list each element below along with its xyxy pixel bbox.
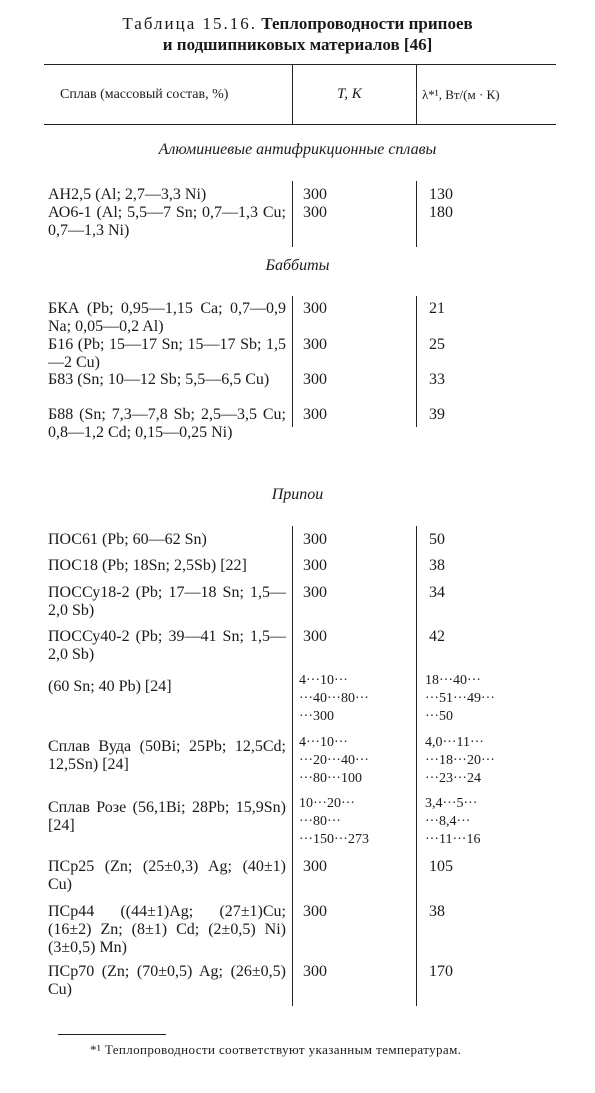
conductivity-cell: 38: [429, 903, 445, 920]
temperature-cell: 300: [303, 963, 327, 980]
column-divider-segment: [416, 526, 417, 1006]
header-alloy: Сплав (массовый состав, %): [60, 87, 229, 102]
temperature-cell: 300: [303, 336, 327, 353]
alloy-cell: ПОССу40-2 (Pb; 39—41 Sn; 1,5—2,0 Sb): [48, 628, 286, 663]
alloy-cell: ПСр25 (Zn; (25±0,3) Ag; (40±1) Cu): [48, 858, 286, 893]
temperature-cell: 4···10··· ···40···80··· ···300: [299, 673, 369, 724]
conductivity-cell: 21: [429, 300, 445, 317]
alloy-cell: Сплав Розе (56,1Bi; 28Pb; 15,9Sn) [24]: [48, 799, 286, 834]
alloy-cell: ПОССу18-2 (Pb; 17—18 Sn; 1,5—2,0 Sb): [48, 584, 286, 619]
header-conductivity: λ*¹, Вт/(м · К): [422, 87, 500, 102]
alloy-cell: Сплав Вуда (50Bi; 25Pb; 12,5Cd; 12,5Sn) [24]: [48, 738, 286, 773]
alloy-cell: БКА (Pb; 0,95—1,15 Ca; 0,7—0,9 Na; 0,05—0,2 Al): [48, 300, 286, 335]
footnote: *¹ Теплопроводности соответствуют указанным температурам.: [90, 1042, 462, 1057]
conductivity-cell: 130: [429, 186, 453, 203]
alloy-cell: ПОС61 (Pb; 60—62 Sn): [48, 531, 207, 548]
conductivity-cell: 25: [429, 336, 445, 353]
conductivity-cell: 38: [429, 557, 445, 574]
column-divider-segment: [292, 181, 293, 247]
alloy-cell: АН2,5 (Al; 2,7—3,3 Ni): [48, 186, 207, 203]
alloy-cell: ПСр44 ((44±1)Ag; (27±1)Cu; (16±2) Zn; (8±1) Cd; (2±0,5) Ni) (3±0,5) Mn): [48, 903, 286, 956]
section-heading: Алюминиевые антифрикционные сплавы: [158, 141, 437, 158]
alloy-cell: Б16 (Pb; 15—17 Sn; 15—17 Sb; 1,5—2 Cu): [48, 336, 286, 371]
conductivity-cell: 105: [429, 858, 453, 875]
table-title-line1: [0, 14, 595, 34]
table-title-line2: и подшипниковых материалов [46]: [162, 35, 433, 54]
header-top-rule: [44, 64, 556, 65]
conductivity-cell: 180: [429, 204, 453, 221]
conductivity-cell: 18···40··· ···51···49··· ···50: [425, 673, 495, 724]
conductivity-cell: 50: [429, 531, 445, 548]
conductivity-cell: 4,0···11··· ···18···20··· ···23···24: [425, 735, 495, 786]
temperature-cell: 300: [303, 628, 327, 645]
temperature-cell: 300: [303, 557, 327, 574]
temperature-cell: 300: [303, 584, 327, 601]
conductivity-cell: 33: [429, 371, 445, 388]
temperature-cell: 300: [303, 204, 327, 221]
conductivity-cell: 42: [429, 628, 445, 645]
alloy-cell: АО6-1 (Al; 5,5—7 Sn; 0,7—1,3 Cu; 0,7—1,3 Ni): [48, 204, 286, 239]
header-divider-1: [292, 65, 293, 124]
column-divider-segment: [416, 181, 417, 247]
column-divider-segment: [416, 296, 417, 427]
temperature-cell: 300: [303, 300, 327, 317]
section-heading: Припои: [271, 486, 324, 503]
alloy-cell: ПСр70 (Zn; (70±0,5) Ag; (26±0,5) Cu): [48, 963, 286, 998]
header-temperature: T, K: [337, 86, 362, 102]
temperature-cell: 300: [303, 903, 327, 920]
alloy-cell: ПОС18 (Pb; 18Sn; 2,5Sb) [22]: [48, 557, 247, 574]
temperature-cell: 300: [303, 531, 327, 548]
conductivity-cell: 34: [429, 584, 445, 601]
alloy-cell: (60 Sn; 40 Pb) [24]: [48, 678, 172, 695]
column-divider-segment: [292, 526, 293, 1006]
section-heading: Баббиты: [265, 257, 330, 274]
alloy-cell: Б83 (Sn; 10—12 Sb; 5,5—6,5 Cu): [48, 371, 270, 388]
table-number: Таблица 15.16.: [122, 14, 258, 33]
alloy-cell: Б88 (Sn; 7,3—7,8 Sb; 2,5—3,5 Cu; 0,8—1,2 Cd; 0,15—0,25 Ni): [48, 406, 286, 441]
temperature-cell: 300: [303, 371, 327, 388]
footnote-rule: [58, 1034, 166, 1035]
header-bottom-rule: [44, 124, 556, 125]
temperature-cell: 300: [303, 186, 327, 203]
conductivity-cell: 170: [429, 963, 453, 980]
temperature-cell: 4···10··· ···20···40··· ···80···100: [299, 735, 369, 786]
conductivity-cell: 39: [429, 406, 445, 423]
table-title-text: Теплопроводности припоев: [261, 14, 473, 33]
conductivity-cell: 3,4···5··· ···8,4··· ···11···16: [425, 796, 481, 847]
temperature-cell: 300: [303, 858, 327, 875]
header-divider-2: [416, 65, 417, 124]
column-divider-segment: [292, 296, 293, 427]
temperature-cell: 10···20··· ···80··· ···150···273: [299, 796, 369, 847]
temperature-cell: 300: [303, 406, 327, 423]
